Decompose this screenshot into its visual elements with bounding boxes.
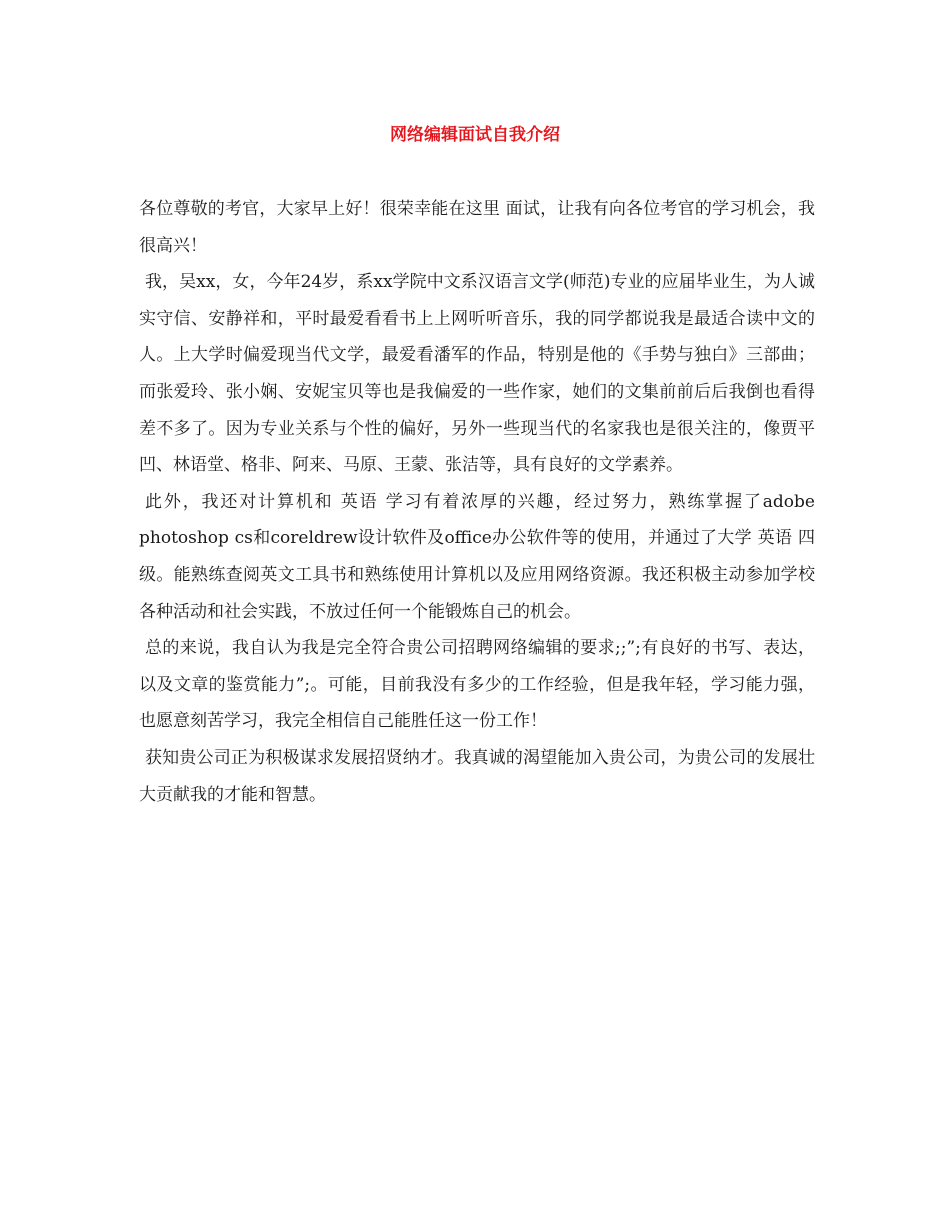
paragraph-greeting: 各位尊敬的考官，大家早上好！很荣幸能在这里 面试，让我有向各位考官的学习机会，我很高兴！: [139, 199, 815, 256]
document-body: [139, 191, 815, 813]
paragraph-closing: 获知贵公司正为积极谋求发展招贤纳才。我真诚的渴望能加入贵公司，为贵公司的发展壮大贡献我的才能和智慧。: [139, 747, 815, 805]
document-title: 网络编辑面试自我介绍: [390, 125, 560, 145]
paragraph-skills: 此外，我还对计算机和 英语 学习有着浓厚的兴趣，经过努力，熟练掌握了adobe photoshop cs和coreldrew设计软件及office办公软件等的使用，并通过了大学 英语 四级。能熟练查阅英文工具书和熟练使用计算机以及应用网络资源。我还积极主动参加学校各种活动和社会实践，不放过任何一个能锻炼自己的机会。: [139, 491, 815, 622]
paragraph-background: 我，吴xx，女，今年24岁，系xx学院中文系汉语言文学(师范)专业的应届毕业生，为人诚实守信、安静祥和，平时最爱看看书上上网听听音乐，我的同学都说我是最适合读中文的人。上大学时偏爱现当代文学，最爱看潘军的作品，特别是他的《手势与独白》三部曲；而张爱玲、张小娴、安妮宝贝等也是我偏爱的一些作家，她们的文集前前后后我倒也看得差不多了。因为专业关系与个性的偏好，另外一些现当代的名家我也是很关注的，像贾平凹、林语堂、格非、阿来、马原、王蒙、张洁等，具有良好的文学素养。: [139, 272, 815, 476]
paragraph-summary: 总的来说，我自认为我是完全符合贵公司招聘网络编辑的要求;;”;有良好的书写、表达，以及文章的鉴赏能力”;。可能，目前我没有多少的工作经验，但是我年轻，学习能力强，也愿意刻苦学习，我完全相信自己能胜任这一份工作！: [139, 638, 815, 732]
